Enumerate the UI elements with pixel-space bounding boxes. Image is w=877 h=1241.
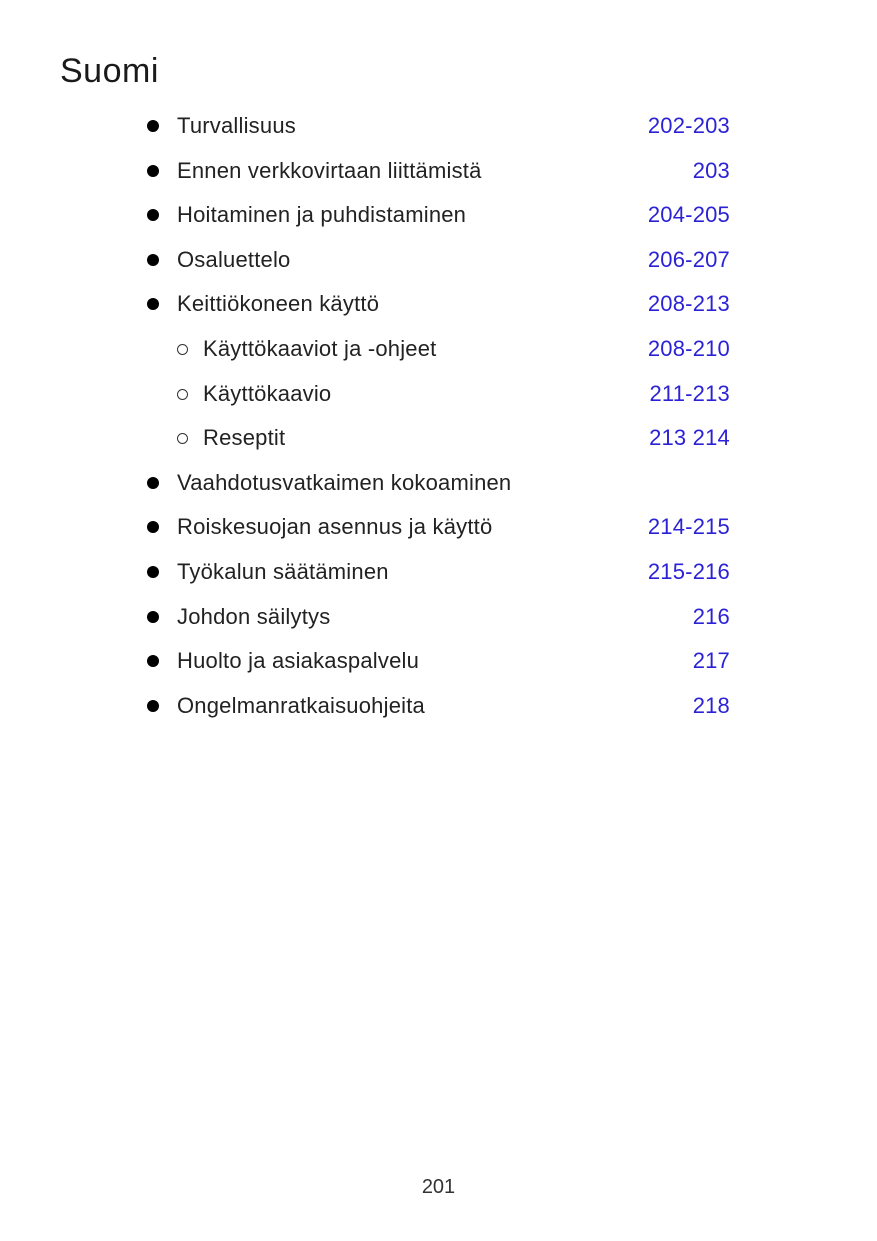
hollow-bullet-icon xyxy=(177,344,188,355)
bullet-icon xyxy=(147,655,159,667)
toc-page-link[interactable]: 206-207 xyxy=(647,246,730,272)
toc-entry-osaluettelo xyxy=(0,238,877,283)
toc-entry-label: Ennen verkkovirtaan liittämistä xyxy=(177,157,482,183)
toc-entry-label: Turvallisuus xyxy=(177,113,296,138)
toc-page-link[interactable]: 214-215 xyxy=(647,514,730,540)
toc-entry-keittiokoneen-kaytto xyxy=(0,282,877,327)
toc-page-link[interactable]: 216 xyxy=(692,603,730,629)
toc-entry-label: Työkalun säätäminen xyxy=(177,558,389,584)
bullet-icon xyxy=(147,165,159,177)
toc-page-link[interactable]: 208-210 xyxy=(647,335,730,361)
toc-page-link[interactable]: 213 214 xyxy=(649,425,730,451)
bullet-icon xyxy=(147,209,159,221)
toc-entry-label: Käyttökaavio xyxy=(203,380,332,406)
toc-page-link[interactable]: 211-213 xyxy=(649,380,730,406)
hollow-bullet-icon xyxy=(177,389,188,400)
toc-entry-ongelmanratkaisu xyxy=(0,684,877,729)
toc-entry-johdon-sailytys xyxy=(0,595,877,640)
toc-entry-huolto xyxy=(0,639,877,684)
bullet-icon xyxy=(147,521,159,533)
toc-entry-label: Vaahdotusvatkaimen kokoaminen xyxy=(177,469,512,495)
toc-entry-label: Ongelmanratkaisuohjeita xyxy=(177,692,425,718)
toc-subentry-kayttokaaviot xyxy=(0,327,877,372)
toc-entry-label: Keittiökoneen käyttö xyxy=(177,291,380,317)
toc-entry-tyokalun-saataminen xyxy=(0,550,877,595)
toc-page-link[interactable]: 202-203 xyxy=(647,113,730,138)
toc-page-link[interactable]: 218 xyxy=(692,692,730,718)
toc-entry-hoitaminen xyxy=(0,193,877,238)
toc-entry-label: Johdon säilytys xyxy=(177,603,331,629)
toc-page-link[interactable]: 208-213 xyxy=(647,291,730,317)
bullet-icon xyxy=(147,566,159,578)
toc-entry-label: Hoitaminen ja puhdistaminen xyxy=(177,202,467,228)
toc-subentry-reseptit xyxy=(0,416,877,461)
toc-entry-roiskesuoja xyxy=(0,505,877,550)
bullet-icon xyxy=(147,700,159,712)
toc-entry-label: Osaluettelo xyxy=(177,246,291,272)
page-number: 201 xyxy=(421,1176,456,1198)
bullet-icon xyxy=(147,477,159,489)
toc-entry-label: Reseptit xyxy=(203,425,286,451)
toc-subentry-kayttokaavio xyxy=(0,372,877,417)
bullet-icon xyxy=(147,611,159,623)
toc-page-link[interactable]: 215-216 xyxy=(647,558,730,584)
toc-page-link[interactable]: 203 xyxy=(692,157,730,183)
toc-entry-turvallisuus xyxy=(0,104,877,149)
toc-entry-label: Roiskesuojan asennus ja käyttö xyxy=(177,514,493,540)
table-of-contents xyxy=(0,104,877,728)
bullet-icon xyxy=(147,298,159,310)
toc-entry-vaahdotusvatkain xyxy=(0,461,877,506)
hollow-bullet-icon xyxy=(177,433,188,444)
bullet-icon xyxy=(147,254,159,266)
toc-entry-label: Käyttökaaviot ja -ohjeet xyxy=(203,335,437,361)
toc-page-link[interactable]: 204-205 xyxy=(647,202,730,228)
page-title: Suomi xyxy=(60,52,159,90)
toc-page-link[interactable]: 217 xyxy=(692,648,730,674)
toc-entry-ennen-verkkovirtaan xyxy=(0,149,877,194)
toc-entry-label: Huolto ja asiakaspalvelu xyxy=(177,648,420,674)
bullet-icon xyxy=(147,120,159,132)
